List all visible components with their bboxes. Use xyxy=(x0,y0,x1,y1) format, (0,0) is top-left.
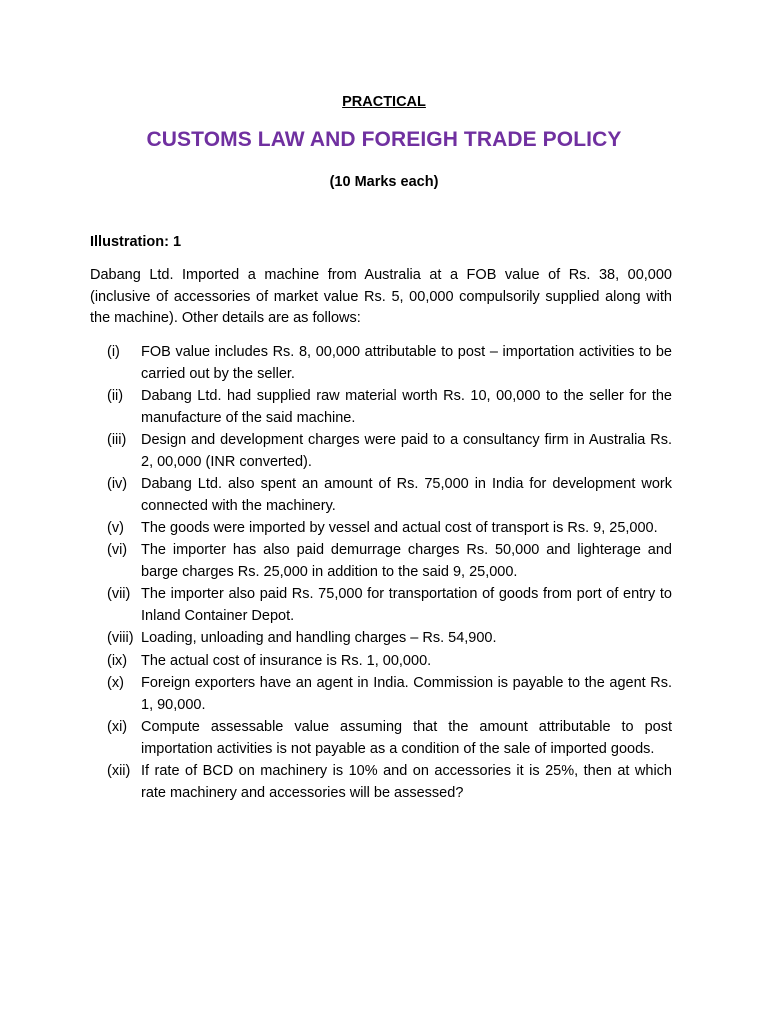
list-item xyxy=(90,584,672,627)
illustration-label: Illustration: 1 xyxy=(90,234,182,250)
item-text: Foreign exporters have an agent in India. Commission is payable to the agent Rs. 1, 90,000. xyxy=(141,674,672,713)
item-text: Dabang Ltd. also spent an amount of Rs. 75,000 in India for development work connected with the machinery. xyxy=(141,476,672,514)
item-text: The importer has also paid demurrage charges Rs. 50,000 and lighterage and barge charges Rs. 25,000 in addition to the said 9, 25,000. xyxy=(141,542,672,580)
intro-paragraph: Dabang Ltd. Imported a machine from Australia at a FOB value of Rs. 38, 00,000 (inclusive of accessories of market value Rs. 5, 00,000 compulsorily supplied along with the machine). Other details are as follows: xyxy=(90,267,672,327)
item-number: (v) xyxy=(107,520,124,536)
section-heading: PRACTICAL xyxy=(342,94,426,110)
item-number: (vii) xyxy=(107,586,131,603)
item-text: Dabang Ltd. had supplied raw material worth Rs. 10, 00,000 to the seller for the manufacture of the said machine. xyxy=(141,388,672,426)
item-text: FOB value includes Rs. 8, 00,000 attributable to post – importation activities to be carried out by the seller. xyxy=(141,344,672,382)
item-text: The actual cost of insurance is Rs. 1, 00,000. xyxy=(141,652,432,669)
item-number: (i) xyxy=(107,344,120,360)
item-number: (iii) xyxy=(107,432,127,448)
details-list xyxy=(90,342,672,805)
item-text: The importer also paid Rs. 75,000 for transportation of goods from port of entry to Inland Container Depot. xyxy=(141,586,672,624)
item-number: (viii) xyxy=(107,630,134,647)
item-number: (ii) xyxy=(107,388,124,404)
item-number: (ix) xyxy=(107,652,128,669)
item-text: If rate of BCD on machinery is 10% and on accessories it is 25%, then at which rate machinery and accessories will be assessed? xyxy=(141,762,672,801)
list-item xyxy=(90,540,672,583)
item-number: (xii) xyxy=(107,762,131,779)
list-item xyxy=(90,761,672,804)
item-number: (xi) xyxy=(107,718,128,735)
item-text: The goods were imported by vessel and actual cost of transport is Rs. 9, 25,000. xyxy=(141,520,658,536)
list-item xyxy=(90,430,672,473)
list-item xyxy=(90,651,672,673)
item-number: (iv) xyxy=(107,476,128,492)
item-number: (vi) xyxy=(107,542,128,559)
document-title: CUSTOMS LAW AND FOREIGH TRADE POLICY xyxy=(146,128,622,151)
item-text: Design and development charges were paid to a consultancy firm in Australia Rs. 2, 00,000 (INR converted). xyxy=(141,432,672,470)
item-number: (x) xyxy=(107,674,124,691)
item-text: Loading, unloading and handling charges – Rs. 54,900. xyxy=(141,630,497,647)
list-item xyxy=(90,628,672,650)
list-item xyxy=(90,474,672,517)
list-item xyxy=(90,673,672,716)
item-text: Compute assessable value assuming that the amount attributable to post importation activities is not payable as a condition of the sale of imported goods. xyxy=(141,718,672,757)
list-item xyxy=(90,386,672,429)
list-item xyxy=(90,717,672,760)
marks-subtitle: (10 Marks each) xyxy=(329,174,439,190)
list-item xyxy=(90,342,672,385)
list-item xyxy=(90,518,672,540)
